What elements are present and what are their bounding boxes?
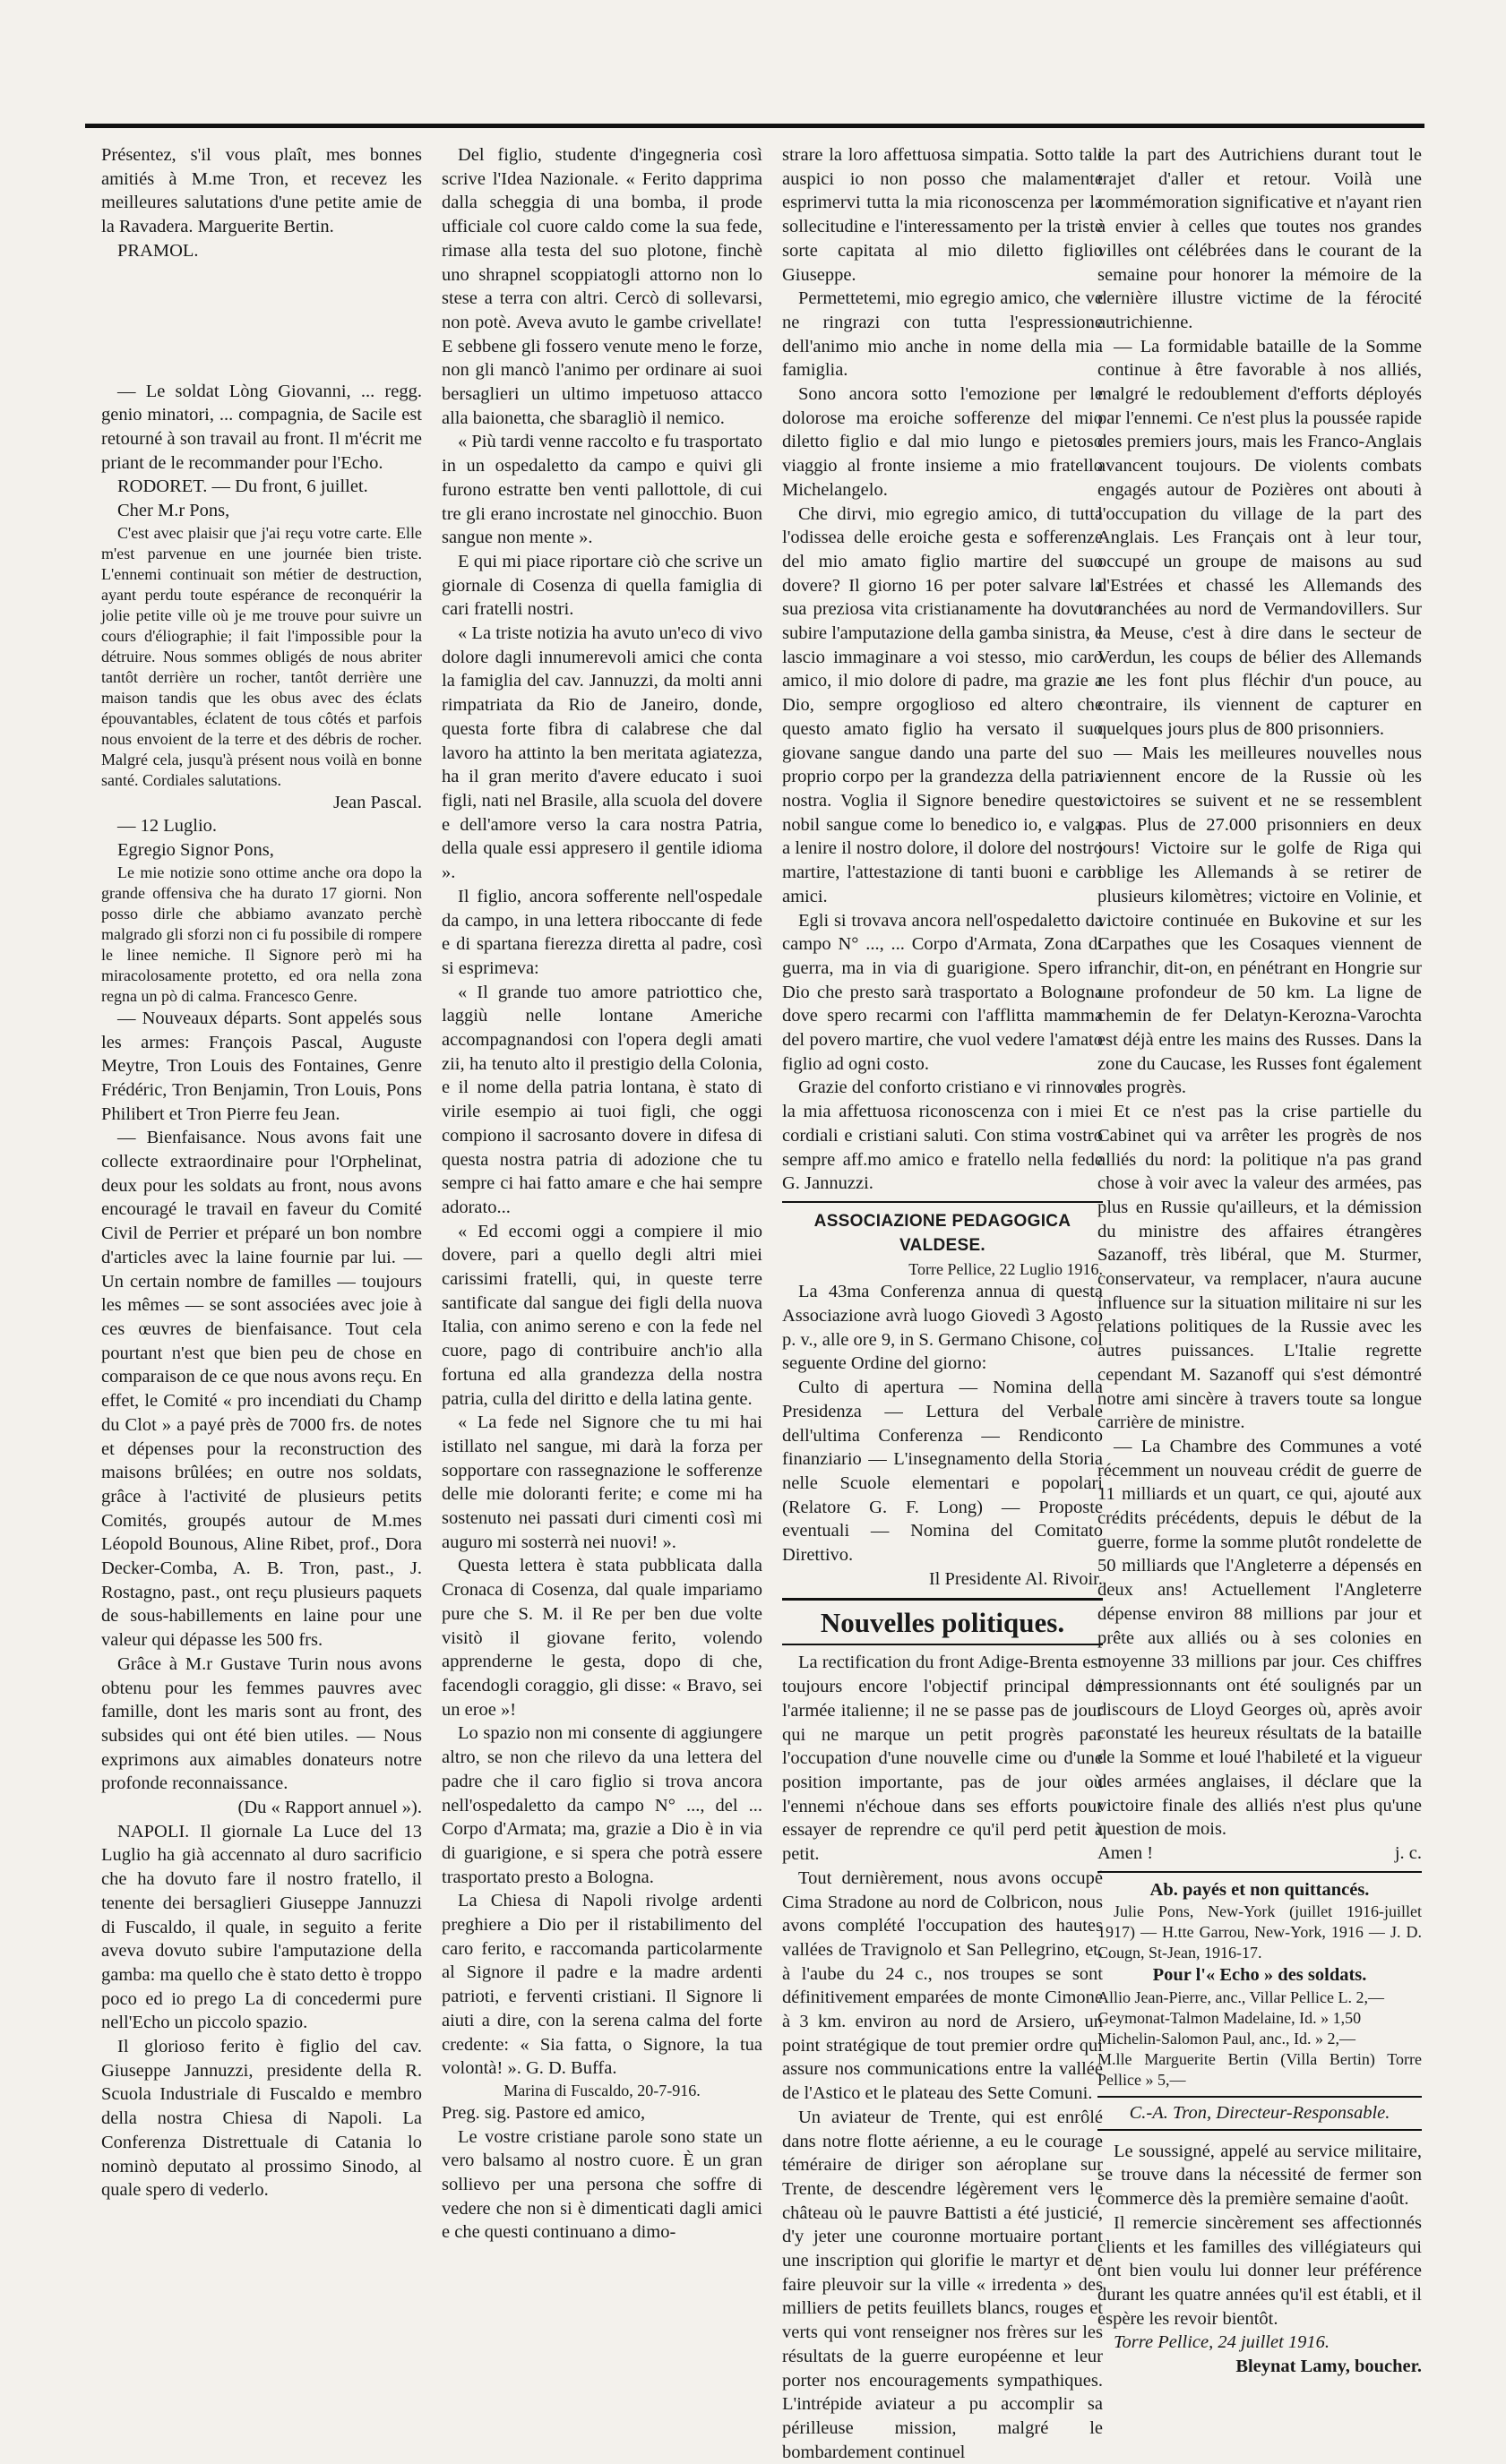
paragraph: La Chiesa di Napoli rivolge ardenti preghiere a Dio per il ristabilimento del caro ferito, e raccomanda particolarmente al Signore il padre e la madre ardenti patrioti, e ferventi cristiani. Il Signore li aiuti a dire, con la serena calma del forte credente: « Sia fatta, o Signore, la tua volontà! ». G. D. Buffa. — [442, 1891, 762, 2079]
section-heading: Ab. payés et non quittancés. — [1149, 1879, 1370, 1900]
signature: Jean Pascal. — [332, 792, 422, 812]
closing-line — [1097, 1842, 1422, 1866]
closing-word: Amen ! — [1097, 1842, 1154, 1863]
paragraph: La 43ma Conferenza annua di questa Associazione avrà luogo Giovedì 3 Agosto p. v., alle ore 9, in S. Germano Chisone, col seguente Ordine del giorno: — [782, 1282, 1103, 1374]
paragraph: strare la loro affettuosa simpatia. Sotto tali auspici io non posso che malamente esprimervi tutta la mia riconoscenza per la sollecitudine e l'interessamento per la triste sorte capitata al mio diletto figlio Giuseppe. — [782, 145, 1103, 285]
paragraph: Il glorioso ferito è figlio del cav. Giuseppe Jannuzzi, presidente della R. Scuola Industriale di Fuscaldo e membro della nostra Chiesa di Napoli. La Conferenza Distrettuale di Catania lo nominò deputato al prossimo Sinodo, al quale spero di vederlo. — [101, 2037, 422, 2201]
donation-entry: M.lle Marguerite Bertin (Villa Bertin) Torre Pellice » 5,— — [1097, 2050, 1422, 2090]
section-heading: Pour l'« Echo » des soldats. — [1152, 1965, 1367, 1986]
section-heading: PRAMOL. — [117, 240, 199, 261]
dateline: Torre Pellice, 22 Luglio 1916. — [908, 1260, 1103, 1279]
paragraph: Sono ancora sotto l'emozione per le dolorose ma eroiche sofferenze del mio diletto figlio e dal mio lungo e pietoso viaggio al fronte insieme a mio fratello Michelangelo. — [782, 384, 1103, 500]
paragraph: Tout dernièrement, nous avons occupé Cima Stradone au nord de Colbricon, nous avons complété l'occupation des hautes vallées de Travignolo et San Pellegrino, et, à l'aube du 24 c., nos troupes se sont définitivement emparées de monte Cimone à 3 km. environ au nord de Arsiero, un point stratégique de tout premier ordre qui assure nos communications entre la vallée de l'Astico et le plateau des Sette Comuni. — [782, 1867, 1103, 2104]
salutation: Preg. sig. Pastore ed amico, — [442, 2102, 646, 2123]
paragraph: Grâce à M.r Gustave Turin nous avons obtenu pour les femmes pauvres avec famille, dont les maris sont au front, des subsides qui ont été bien utiles. — Nous exprimons aux aimables donateurs notre profonde reconnaissance. — [101, 1653, 422, 1794]
paragraph: « Più tardi venne raccolto e fu trasportato in un ospedaletto da campo e quivi gli furono estratte ben venti pallottole, di cui tre gli erano incrostate nel ginocchio. Buon sangue non mente ». — [442, 432, 762, 548]
paragraph: Grazie del conforto cristiano e vi rinnovo la mia affettuosa riconoscenza con i miei cordiali e cristiani saluti. Con stima vostro sempre aff.mo amico e fratello nella fede G. Jannuzzi. — [782, 1077, 1103, 1194]
paragraph: de la part des Autrichiens durant tout le trajet d'aller et retour. Voilà une commémoration significative et n'ayant rien à envier à celles que toutes nos grandes villes ont célébrées dans le courant de la semaine pour honorer la mémoire de la dernière illustre victime de la férocité autrichienne. — [1097, 145, 1422, 332]
paragraph: Permettetemi, mio egregio amico, che ve ne ringrazi con tutta l'espressione dell'animo mio anche in nome della mia famiglia. — [782, 288, 1103, 381]
top-rule — [85, 124, 1424, 128]
paragraph: Un aviateur de Trente, qui est enrôlé dans notre flotte aérienne, a eu le courage téméraire de diriger son aéroplane sur Trente, de descendre légèrement vers le château où le pauvre Battisti a été justicié, d'y jeter une couronne mortuaire portant une inscription qui glorifie le martyr et de faire pleuvoir sur la ville « irredenta » des milliers de petits feuillets blancs, rouges et verts qui vont renseigner nos frères sur les résultats de la guerre européenne et leur porter nos encouragements sympathiques. L'intrépide aviateur a pu accomplir sa périlleuse mission, malgré le bombardement continuel — [782, 2107, 1103, 2462]
section-heading: ASSOCIAZIONE PEDAGOGICA VALDESE. — [782, 1201, 1103, 1258]
letter-text: Le mie notizie sono ottime anche ora dopo la grande offensiva che ha durato 17 giorni. Non posso dirle che abbiamo avanzato perchè malgrado gli sforzi non ci fu possibile di rompere le linee nemiche. Il Signore però mi ha miracolosamente protetto, ed ora nella zona regna un pò di calma. Francesco Genre. — [101, 863, 422, 1005]
subscribers-list: Julie Pons, New-York (juillet 1916-juillet 1917) — H.tte Garrou, New-York, 1916 — J. D. Cougn, St-Jean, 1916-17. — [1097, 1902, 1422, 1962]
paragraph: — Nouveaux départs. Sont appelés sous les armes: François Pascal, Auguste Meytre, Tron Louis des Fontaines, Genre Frédéric, Tron Benjamin, Tron Louis, Pons Philibert et Tron Pierre feu Jean. — [101, 1008, 422, 1124]
dateline: — 12 Luglio. — [117, 816, 218, 837]
section-title: Nouvelles politiques. — [782, 1598, 1103, 1645]
paragraph: — Mais les meilleures nouvelles nous viennent encore de la Russie où les victoires se suivent et ne se ressemblent pas. Plus de 27.000 prisonniers en deux jours! Victoire sur le golfe de Riga qui oblige les Allemands à se retirer de plusieurs kilomètres; victoire en Volinie, et victoire continuée en Bukovine et sur les Carpathes que les Cosaques viennent de franchir, dit-on, en pénétrant en Hongrie sur une profondeur de 50 km. La ligne de chemin de fer Delatyn-Kerozna-Varochta est déjà entre les mains des Russes. Dans la zone du Caucase, les Russes font également des progrès. — [1097, 743, 1422, 1098]
donation-entry: Geymonat-Talmon Madelaine, Id. » 1,50 — [1097, 2009, 1362, 2028]
paragraph: Culto di apertura — Nomina della Presidenza — Lettura del Verbale dell'ultima Conferenza — Rendiconto finanziario — L'insegnamento della Storia nelle Scuole elementari e popolari (Relatore G. F. Long) — Proposte eventuali — Nomina del Comitato Direttivo. — [782, 1378, 1103, 1566]
paragraph: Il remercie sincèrement ses affectionnés clients et les familles des villégiateurs qui ont bien voulu lui donner leur préférence durant les quatre années qu'il est établi, et il espère les revoir bientôt. — [1097, 2212, 1422, 2329]
paragraph: Et ce n'est pas la crise partielle du Cabinet qui va arrêter les progrès de nos alliés du nord: la politique n'a pas grand chose à voir avec la valeur des armées, pas plus en Russie qu'ailleurs, et la démission du ministre des affaires étrangères Sazanoff, très libéral, que M. Sturmer, conservateur, va remplacer, n'aura aucune influence sur la situation militaire ni sur les relations politiques de la Russie avec les autres puissances. L'Italie regrette cependant M. Sazanoff qui s'est démontré notre ami sincère à travers toute sa longue carrière de ministre. — [1097, 1102, 1422, 1433]
paragraph: « La triste notizia ha avuto un'eco di vivo dolore dagli innumerevoli amici che conta la famiglia del cav. Jannuzzi, da molti anni rimpatriata da Rio de Janeiro, donde, questa forte fibra di calabrese che dal lavoro ha attinto la ben meritata agiatezza, ha il gran merito d'avere educato i suoi figli, nati nel Brasile, alla scuola del dovere e dell'amore verso la cara nostra Patria, della quale essi appresero il gentile idioma ». — [442, 623, 762, 883]
paragraph: Egli si trovava ancora nell'ospedaletto da campo N° ..., ... Corpo d'Armata, Zona di guerra, ma in via di guarigione. Spero in Dio che presto sarà trasportato a Bologna dove spero recarmi con l'afflitta mamma del povero martire, che vuol vedere l'amato figlio ad ogni costo. — [782, 910, 1103, 1074]
citation: (Du « Rapport annuel »). — [237, 1798, 422, 1818]
paragraph: Il figlio, ancora sofferente nell'ospedale da campo, in una lettera riboccante di fede e di spartana fierezza diretta al padre, così si esprimeva: — [442, 886, 762, 978]
column-2 — [442, 143, 762, 2243]
paragraph: Le vostre cristiane parole sono state un vero balsamo al nostro cuore. È un gran sollievo per una persona che soffre di vedere che non si è dimenticati dagli amici e che questi continuano a dimo- — [442, 2126, 762, 2243]
salutation: Cher M.r Pons, — [117, 501, 230, 521]
paragraph: Lo spazio non mi consente di aggiungere altro, se non che rilevo da una lettera del padre che il caro figlio si trova ancora nell'ospedaletto da campo N° ..., del ... Corpo d'Armata; ma, grazie a Dio è in via di guarigione, e si spera che potrà essere trasportato presto a Bologna. — [442, 1723, 762, 1887]
initials: j. c. — [1394, 1842, 1422, 1863]
paragraph: « Il grande tuo amore patriottico che, laggiù nelle lontane Americhe accompagnandosi con l'opera degli amati zii, ha tenuto alto il prestigio della Colonia, e il nome della patria lontana, è stato di virile esempio ai tuoi figli, che oggi compiono il sacrosanto dovere in difesa di questa nostra patria di adozione che tu sempre ci hai fatto amare e che hai sempre adorato... — [442, 982, 762, 1217]
paragraph: « Ed eccomi oggi a compiere il mio dovere, pari a quello degli altri miei carissimi fratelli, qui, in queste terre santificate dal sangue dei figli della nuova Italia, con animo sereno e con la fede nel cuore, pago di contribuire anch'io alla fortuna ed alla grandezza della nostra patria, culla del diritto e della latina gente. — [442, 1221, 762, 1409]
salutation: Egregio Signor Pons, — [117, 840, 274, 861]
paragraph: — La Chambre des Communes a voté récemment un nouveau crédit de guerre de 11 milliards et un quart, ce qui, ajouté aux crédits précédents, depuis le début de la guerre, forme la somme plutôt rondelette de 50 milliards que l'Angleterre a dépensés en deux ans! Actuellement l'Angleterre dépense environ 88 millions par jour et prête aux alliés ou à ses colonies en moyenne 33 millions par jour. Ces chiffres impressionnants ont été soulignés par un discours de Lloyd Georges où, après avoir constaté les heureux résultats de la bataille de la Somme et loué l'habileté et la vigueur des armées anglaises, il déclare que la victoire finale des alliés n'est plus qu'une question de mois. — [1097, 1436, 1422, 1840]
dateline: Torre Pellice, 24 juillet 1916. — [1114, 2332, 1330, 2353]
column-1 — [101, 143, 422, 2201]
column-4 — [1097, 143, 1422, 2377]
paragraph: — La formidable bataille de la Somme continue à être favorable à nos alliés, malgré le redoublement d'efforts déployés par l'ennemi. Ce n'est plus la poussée rapide des premiers jours, mais les Franco-Anglais avancent toujours. De violents combats engagés autour de Pozières ont abouti à l'occupation du village de la part des Anglais. Les Français ont à leur tour, occupé un groupe de maisons au sud d'Estrées et chassé les Allemands des tranchées au nord de Vermandovillers. Sur la Meuse, c'est à dire dans le secteur de Verdun, les coups de bélier des Allemands ne les font plus fléchir d'un pouce, au contraire, ils viennent de capturer en quelques jours plus de 800 prisonniers. — [1097, 336, 1422, 739]
letter-text: C'est avec plaisir que j'ai reçu votre carte. Elle m'est parvenue en une journée bien triste. L'ennemi continuait son métier de destruction, ayant perdu toute espérance de reconquérir la jolie petite ville où je me trouve pour suivre un cours d'éliographie; il fait l'impossible pour la détruire. Nous sommes obligés de nous abriter tantôt derrière un rocher, tantôt derrière une maison tandis que les obus avec des éclats épouvantables, éclatent de tous côtés et parfois nous envoient de la terre et des débris de rocher. Malgré cela, jusqu'à présent nous voilà en bonne santé. Cordiales salutations. — [101, 523, 422, 789]
signature: Il Presidente Al. Rivoir. — [928, 1568, 1103, 1589]
donation-entry: Allio Jean-Pierre, anc., Villar Pellice L. 2,— — [1097, 1988, 1384, 2007]
paragraph: Questa lettera è stata pubblicata dalla Cronaca di Cosenza, dal quale impariamo pure che S. M. il Re per ben due volte visitò il giovane ferito, volendo apprenderne le gesta, dopo di che, facendogli coraggio, gli disse: « Bravo, sei un eroe »! — [442, 1556, 762, 1720]
paragraph: La rectification du front Adige-Brenta est toujours encore l'objectif principal de l'armée italienne; il ne se passe pas de jour qui ne marque un petit progrès par l'occupation d'une nouvelle cime ou d'une position importante, pas de jour où l'ennemi n'échoue dans ses efforts pour essayer de reprendre ce qu'il perd petit à petit. — [782, 1653, 1103, 1865]
divider — [1097, 1871, 1422, 1873]
paragraph: Présentez, s'il vous plaît, mes bonnes amitiés à M.me Tron, et recevez les meilleures salutations d'une petite amie de la Ravadera. Marguerite Bertin. — [101, 145, 422, 237]
paragraph: « La fede nel Signore che tu mi hai istillato nel sangue, mi darà la forza per sopportare con rassegnazione le sofferenze delle mie doloranti ferite; e come mi ha sostenuto nei passati duri cimenti così mi auguro mi sosterrà nei nuovi! ». — [442, 1412, 762, 1552]
paragraph: Che dirvi, mio egregio amico, di tutta l'odissea delle eroiche gesta e sofferenze del mio amato figlio martire del suo dovere? Il giorno 16 per poter salvare la sua preziosa vita cristianamente ha dovuto subire l'amputazione della gamba sinistra, e lascio immaginare a voi stesso, mio caro amico, il mio dolore di padre, ma grazie a Dio, sempre orgoglioso ed altero che questo amato figlio ha versato il suo giovane sangue dando una parte del suo proprio corpo per la grandezza della patria nostra. Voglia il Signore benedire questo nobil sangue come lo benedico io, e valga a lenire il nostro dolore, il dolore del nostro martire, l'attestazione di tanti buoni e cari amici. — [782, 503, 1103, 906]
paragraph: Del figlio, studente d'ingegneria così scrive l'Idea Nazionale. « Ferito dapprima dalla scheggia di una bomba, il prode ufficiale col cuore caldo come la sua fede, rimase alla testa del suo plotone, finchè uno shrapnel scoppiatogli attorno non lo stese a terra con altri. Cercò di sollevarsi, non potè. Aveva avuto le gambe crivellate! E sebbene gli fossero venute meno le forze, non gli mancò l'animo per ordinare ai suoi bersaglieri un ultimo impetuoso attacco alla baionetta, che sbaragliò il nemico. — [442, 145, 762, 428]
dateline: Marina di Fuscaldo, 20-7-916. — [503, 2081, 701, 2099]
paragraph: — Bienfaisance. Nous avons fait une collecte extraordinaire pour l'Orphelinat, deux pour les soldats au front, nous avons encouragé le travail en faveur du Comité Civil de Perrier et préparé un bon nombre d'articles avec la laine fournie par lui. — Un certain nombre de familles — toujours les mêmes — se sont associées avec joie à ces œuvres de bienfaisance. Tout cela pourtant n'est que bien peu de chose en comparaison de ce que nous avons reçu. En effet, le Comité « pro incendiati du Champ du Clot » a payé près de 7000 frs. de notes et dépenses pour la reconstruction des maisons brûlées; en outre nos soldats, grâce à l'activité de plusieurs petits Comités, groupés autour de M.mes Léopold Bounous, Aline Ribet, prof., Dora Decker-Comba, A. B. Tron, past., J. Rostagno, past., ont reçu plusieurs paquets de sous-habillements en laine pour une valeur qui dépasse les 500 frs. — [101, 1128, 422, 1651]
director-line: C.-A. Tron, Directeur-Responsable. — [1097, 2096, 1422, 2131]
column-3 — [782, 143, 1103, 2462]
paragraph: NAPOLI. Il giornale La Luce del 13 Luglio ha già accennato al duro sacrificio che ha dovuto fare il nostro fratello, il tenente dei bersaglieri Giuseppe Jannuzzi di Fuscaldo, il quale, in seguito a ferite aveva dovuto subire l'amputazione della gamba: ma quello che è stato detto è troppo poco ed io prego La di concedermi pure nell'Echo un piccolo spazio. — [101, 1821, 422, 2033]
signature: Bleynat Lamy, boucher. — [1235, 2357, 1422, 2377]
paragraph: — Le soldat Lòng Giovanni, ... regg. genio minatori, ... compagnia, de Sacile est retourné à son travail au front. Il m'écrit me priant de le recommander pour l'Echo. — [101, 381, 422, 473]
paragraph: E qui mi piace riportare ciò che scrive un giornale di Cosenza di quella famiglia di cari fratelli nostri. — [442, 551, 762, 620]
dateline: RODORET. — Du front, 6 juillet. — [117, 476, 368, 497]
donation-entry: Michelin-Salomon Paul, anc., Id. » 2,— — [1097, 2030, 1355, 2048]
paragraph: Le soussigné, appelé au service militaire, se trouve dans la nécessité de fermer son commerce dès la première semaine d'août. — [1097, 2141, 1422, 2210]
